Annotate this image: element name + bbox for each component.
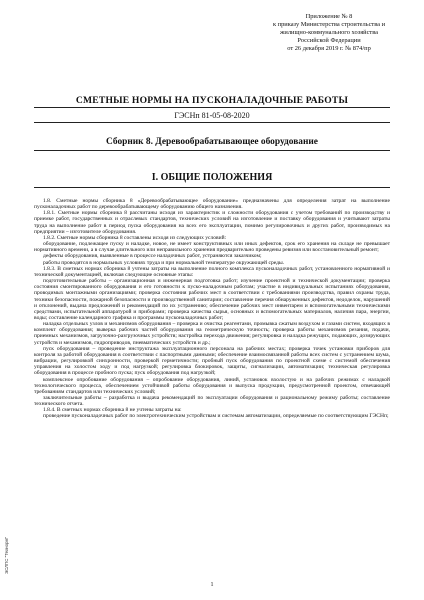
section-rule bbox=[34, 187, 390, 188]
appendix-line: от 26 декабря 2019 г. № 874/пр bbox=[287, 45, 371, 52]
appendix-line: жилищно-коммунального хозяйства bbox=[280, 29, 378, 36]
paragraph: 1.8.2. Сметные нормы сборника 8 составлены исходя из следующих условий: bbox=[43, 234, 227, 241]
paragraph: 1.8. Сметные нормы сборника 8 «Деревообрабатывающее оборудование» предназначены для определения затрат на выполнение пусконаладочных работ по деревообрабатывающему оборудованию общего назначения. bbox=[34, 198, 390, 211]
document-title: СМЕТНЫЕ НОРМЫ НА ПУСКОНАЛАДОЧНЫЕ РАБОТЫ bbox=[75, 95, 349, 106]
title-rule-top bbox=[34, 107, 390, 108]
paragraph: 1.8.1. Сметные нормы сборника 8 рассчитаны исходя из характеристик и сложности оборудования с учетом требований по производству и приемке работ, государственных и отраслевых стандартов, технических условий на изготовление и поставку оборудования и учитывают затраты труда на выполнение работ в период пуска оборудования на всех его эксплуатации, помимо регулировочных и других работ, производимых на предприятии – изготовителе оборудования. bbox=[34, 210, 390, 235]
paragraph: проведение пусконаладочных работ по электротехническим устройствам и системам автоматизации, определяемые по соответствующим ГЭСНп; bbox=[43, 413, 389, 420]
side-stamp bbox=[4, 510, 12, 574]
appendix-line: к приказу Министерства строительства и bbox=[272, 21, 386, 28]
paragraph: заключительные работы – разработка и выдача рекомендаций по эксплуатации оборудования и рациональному режиму работы; составление технического отчета. bbox=[34, 395, 390, 408]
collection-title: Сборник 8. Деревообрабатывающее оборудование bbox=[106, 137, 318, 147]
paragraph: дефекты оборудования, выявленные в процессе наладочных работ, устраняются заказчиком; bbox=[43, 253, 262, 260]
paragraph: оборудование, подлежащее пуску и наладке, новое, не имеет конструктивных или иных дефектов, срок его хранения на складе не превышает нормативного времени, а в случае длительного или неправильного хранения предварительно проведены ревизия или восстановительный ремонт; bbox=[34, 241, 390, 254]
paragraph: подготовительные работы – организационная и инженерная подготовка работ; изучение проектной и технической документации; проверка состояния смонтированного оборудования и его готовности к пуско-наладочным работам; участие в индивидуальных испытаниях оборудования, проводимых монтажными организациями; проверка состояния рабочих мест в соответствии с требованиями производства, правил охраны труда, техники безопасности, пожарной безопасности и производственной санитарии; составление перечня обнаруженных дефектов, недоделок, нарушений и отклонений, выдача предложений и рекомендаций по их устранению; обеспечение рабочих мест инвентарем и вспомогательными техническими средствами, испытательной аппаратурой и приборами; проверка качества сырья, основных и вспомогательных материалов, наличия пара, энергии, воды; составление календарного графика и программы пусконаладочных работ; bbox=[34, 278, 390, 321]
document-code: ГЭСНп 81-05-08-2020 bbox=[174, 111, 250, 120]
appendix-line: Российской Федерации bbox=[297, 37, 361, 44]
side-stamp-text: ЭСЛПС "Технорм" bbox=[4, 536, 9, 574]
document-body bbox=[34, 198, 390, 572]
appendix-line: Приложение № 8 bbox=[305, 13, 353, 20]
paragraph: пуск оборудования – проведение инструктажа эксплуатационного персонала на рабочих местах; проверка точек установки приборов для контроля за работой оборудования в соответствии с паспортными данными; обеспечение взаимосвязанной работы всех систем с устранением шума, вибрации, регулировкой синхронности, проверкой герметичности; пробный пуск оборудования по проектной схеме с системой обеспечения управления на холостом ходу и под нагрузкой; регулировка блокировок, защиты, сигнализации, автоматизации; техническая регулировка оборудования в процессе пробного пуска; пуск оборудования под нагрузкой; bbox=[34, 345, 390, 377]
paragraph: работы проводятся в нормальных условиях труда и при нормальной температуре окружающей среды. bbox=[43, 259, 285, 266]
appendix-block bbox=[246, 13, 412, 53]
section-heading: I. ОБЩИЕ ПОЛОЖЕНИЯ bbox=[151, 172, 273, 183]
paragraph: комплексное опробование оборудования – опробование оборудования, линий, установок вхолостую и на рабочих режимах с наладкой технологического процесса, обеспечением устойчивой работы оборудования и выпуска продукции, предусмотренной проектом, отвечающей требованиям стандартов или технических условий; bbox=[34, 376, 390, 395]
title-rule-bottom bbox=[34, 122, 390, 123]
collection-rule bbox=[34, 150, 390, 151]
paragraph: 1.8.3. В сметных нормах сборника 8 учтены затраты на выполнение полного комплекса пусконаладочных работ, установленного нормативной и технической документацией, включая следующие основные этапы: bbox=[34, 265, 390, 278]
page-number: 1 bbox=[210, 582, 214, 588]
paragraph: 1.8.4. В сметных нормах сборника 8 не учтены затраты на: bbox=[43, 407, 182, 414]
paragraph: наладка отдельных узлов и механизмов оборудования – проверка и очистка реагентами, промывка сжатым воздухом и газами систем, входящих в комплект оборудования; выверка рабочих частей оборудования на геометрическую точность; проверка работы механизмов резания, подачи, приемных механизмов, загрузочно-разгрузочных устройств; настройка перехода движения; регулировка и наладка режущих, подающих, дозирующих устройств и механизмов, гидроприводов, пневматических устройств и др.; bbox=[34, 321, 390, 346]
